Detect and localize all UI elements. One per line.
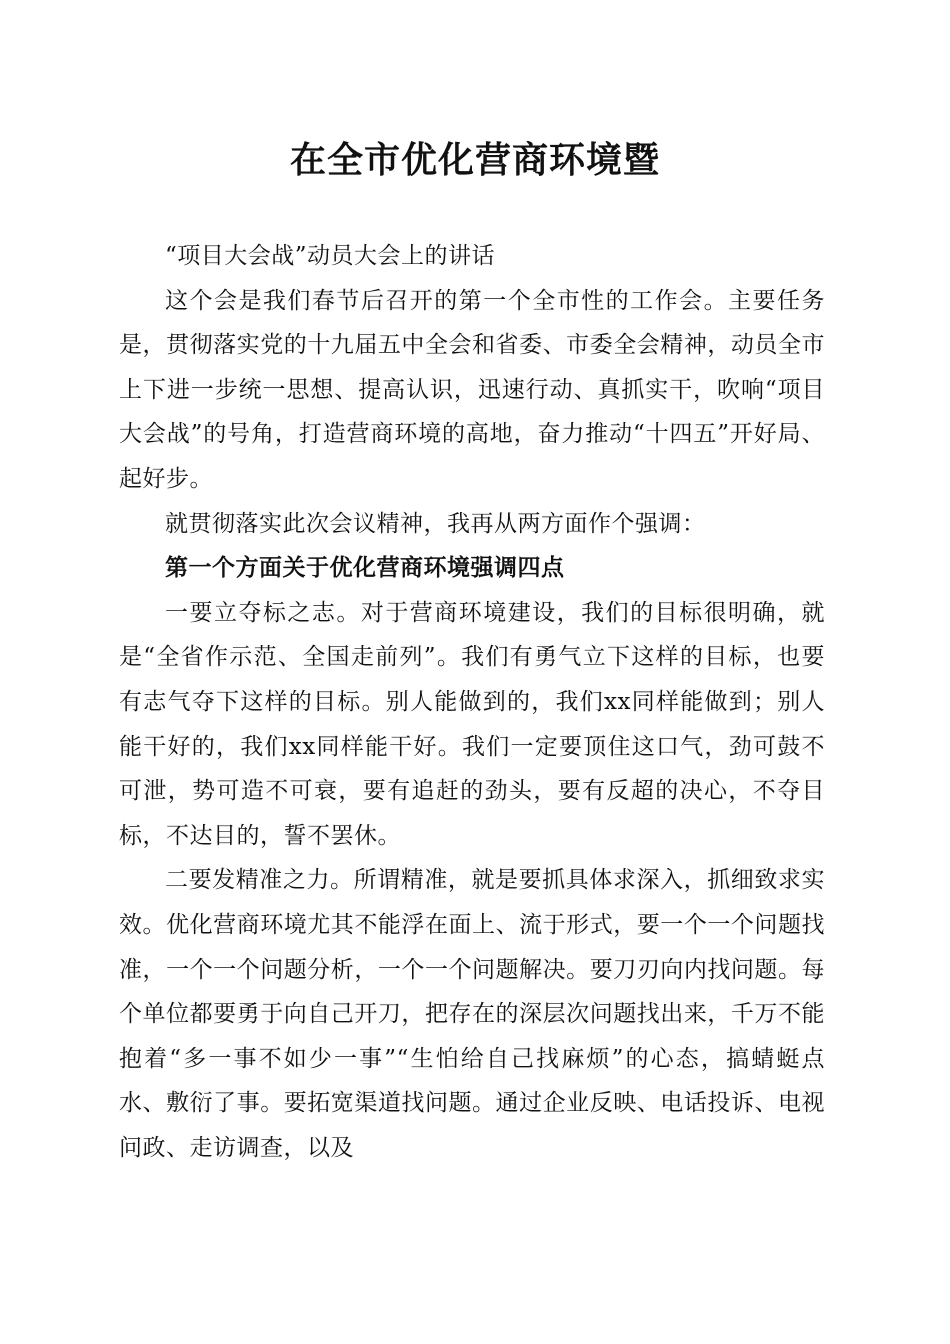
point-one-paragraph: 一要立夺标之志。对于营商环境建设，我们的目标很明确，就是“全省作示范、全国走前列”。我们有勇气立下这样的目标，也要有志气夺下这样的目标。别人能做到的，我们xx同样能做到；别人能干好的，我们xx同样能干好。我们一定要顶住这口气，劲可鼓不可泄，势可造不可衰，要有追赶的劲头，要有反超的决心，不夺目标，不达目的，誓不罢休。 xyxy=(119,599,825,849)
transition-paragraph: 就贯彻落实此次会议精神，我再从两方面作个强调： xyxy=(165,510,706,537)
document-body xyxy=(119,234,825,1170)
document-title: 在全市优化营商环境暨 xyxy=(289,139,660,181)
intro-paragraph: 这个会是我们春节后召开的第一个全市性的工作会。主要任务是，贯彻落实党的十九届五中全会和省委、市委全会精神，动员全市上下进一步统一思想、提高认识，迅速行动、真抓实干，吹响“项目大会战”的号角，打造营商环境的高地，奋力推动“十四五”开好局、起好步。 xyxy=(119,287,825,492)
point-two-paragraph: 二要发精准之力。所谓精准，就是要抓具体求深入，抓细致求实效。优化营商环境尤其不能浮在面上、流于形式，要一个一个问题找准，一个一个问题分析，一个一个问题解决。要刀刃向内找问题。每个单位都要勇于向自己开刀，把存在的深层次问题找出来，千万不能抱着“多一事不如少一事”“生怕给自己找麻烦”的心态，搞蜻蜓点水、敷衍了事。要拓宽渠道找问题。通过企业反映、电话投诉、电视问政、走访调查，以及 xyxy=(119,867,825,1161)
section-heading: 第一个方面关于优化营商环境强调四点 xyxy=(165,554,565,582)
subtitle-paragraph: “项目大会战”动员大会上的讲话 xyxy=(165,243,496,269)
